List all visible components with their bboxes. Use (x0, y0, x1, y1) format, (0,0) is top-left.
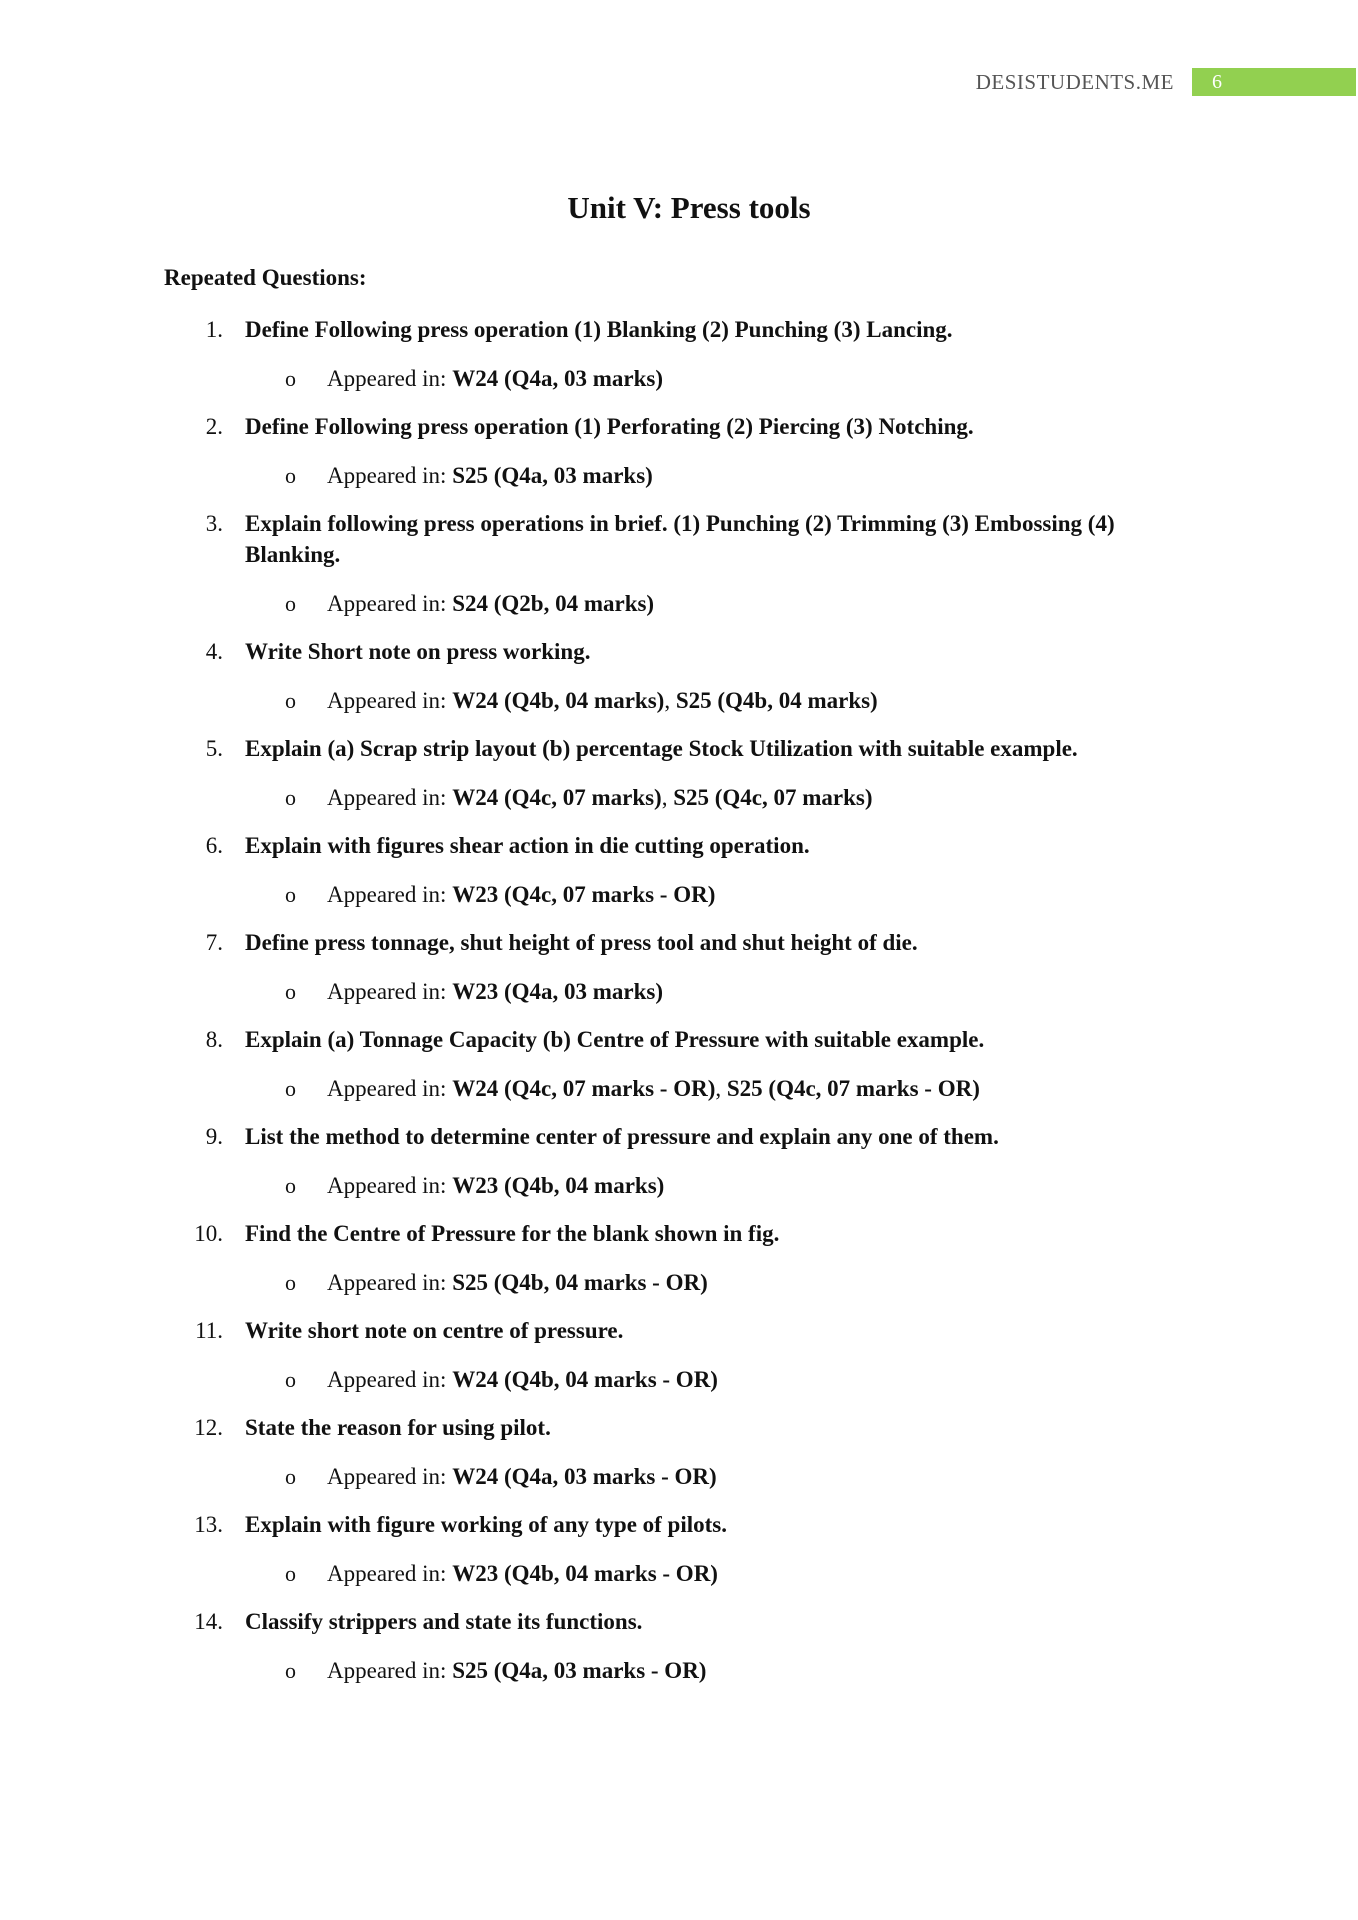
ref-separator: , (664, 688, 676, 713)
question-text: Explain (a) Scrap strip layout (b) percentage Stock Utilization with suitable example. (245, 736, 1078, 761)
question-item (164, 733, 1174, 813)
question-text: Define Following press operation (1) Perforating (2) Piercing (3) Notching. (245, 414, 974, 439)
appeared-in-line (164, 1073, 1174, 1104)
question-text: Classify strippers and state its functions. (245, 1609, 643, 1634)
question-item (164, 1412, 1174, 1492)
appeared-in-line (164, 782, 1174, 813)
appeared-in-label: Appeared in: (327, 366, 453, 391)
question-item (164, 411, 1174, 491)
appeared-in-line (164, 363, 1174, 394)
exam-reference: S25 (Q4c, 07 marks) (673, 785, 873, 810)
exam-reference: S25 (Q4b, 04 marks - OR) (452, 1270, 708, 1295)
question-line (164, 1121, 1174, 1152)
question-number: 6. (205, 833, 223, 858)
ref-separator: , (715, 1076, 727, 1101)
appeared-in-line (164, 1461, 1174, 1492)
question-item (164, 636, 1174, 716)
exam-reference: W24 (Q4a, 03 marks - OR) (452, 1464, 717, 1489)
bullet-icon: o (285, 1173, 296, 1198)
ref-separator: , (661, 785, 674, 810)
question-item (164, 1218, 1174, 1298)
exam-reference: S25 (Q4c, 07 marks - OR) (726, 1076, 980, 1101)
question-number: 12. (194, 1415, 223, 1440)
question-text: Explain following press operations in brief. (1) Punching (2) Trimming (3) Embossing (4) Blanking. (245, 511, 1115, 567)
question-line (164, 733, 1174, 764)
appeared-in-label: Appeared in: (327, 1464, 453, 1489)
bullet-icon: o (285, 463, 296, 488)
question-item (164, 927, 1174, 1007)
appeared-in-label: Appeared in: (327, 979, 453, 1004)
bullet-icon: o (285, 1561, 296, 1586)
bullet-icon: o (285, 1367, 296, 1392)
page-title: Unit V: Press tools (567, 190, 811, 225)
question-text: Define press tonnage, shut height of press tool and shut height of die. (245, 930, 918, 955)
appeared-in-label: Appeared in: (327, 1173, 453, 1198)
question-text: Define Following press operation (1) Blanking (2) Punching (3) Lancing. (245, 317, 953, 342)
appeared-in-line (164, 460, 1174, 491)
question-line (164, 1606, 1174, 1637)
bullet-icon: o (285, 1464, 296, 1489)
appeared-in-line (164, 1170, 1174, 1201)
question-item (164, 830, 1174, 910)
question-item (164, 1315, 1174, 1395)
site-name: DESISTUDENTS.ME (975, 70, 1174, 94)
appeared-in-label: Appeared in: (327, 785, 453, 810)
question-number: 4. (205, 639, 223, 664)
question-text: List the method to determine center of pressure and explain any one of them. (245, 1124, 999, 1149)
exam-reference: W24 (Q4c, 07 marks) (452, 785, 662, 810)
exam-reference: W24 (Q4a, 03 marks) (452, 366, 664, 391)
bullet-icon: o (285, 1658, 296, 1683)
page-number-badge: 6 (1192, 68, 1356, 96)
question-number: 3. (205, 511, 223, 536)
appeared-in-line (164, 1267, 1174, 1298)
appeared-in-line (164, 879, 1174, 910)
question-line (164, 1315, 1174, 1346)
bullet-icon: o (285, 1270, 296, 1295)
bullet-icon: o (285, 979, 296, 1004)
exam-reference: W24 (Q4b, 04 marks - OR) (452, 1367, 718, 1392)
exam-reference: W23 (Q4a, 03 marks) (452, 979, 664, 1004)
question-text: State the reason for using pilot. (245, 1415, 551, 1440)
question-text: Write Short note on press working. (245, 639, 591, 664)
question-line (164, 1509, 1174, 1540)
question-number: 1. (205, 317, 223, 342)
question-line (164, 314, 1174, 345)
question-item (164, 1024, 1174, 1104)
exam-reference: W24 (Q4c, 07 marks - OR) (452, 1076, 716, 1101)
question-line (164, 636, 1174, 667)
question-line (164, 1218, 1174, 1249)
question-number: 7. (205, 930, 223, 955)
exam-reference: S25 (Q4a, 03 marks) (452, 463, 653, 488)
question-line (164, 411, 1174, 442)
question-text: Explain with figures shear action in die cutting operation. (245, 833, 810, 858)
question-line (164, 508, 1174, 570)
appeared-in-line (164, 1655, 1174, 1686)
question-line (164, 1412, 1174, 1443)
exam-reference: W23 (Q4b, 04 marks - OR) (452, 1561, 718, 1586)
appeared-in-line (164, 1558, 1174, 1589)
appeared-in-label: Appeared in: (327, 1270, 453, 1295)
question-text: Explain with figure working of any type of pilots. (245, 1512, 727, 1537)
appeared-in-label: Appeared in: (327, 1561, 453, 1586)
question-item (164, 314, 1174, 394)
appeared-in-label: Appeared in: (327, 688, 453, 713)
exam-reference: S24 (Q2b, 04 marks) (452, 591, 655, 616)
question-list (164, 314, 1174, 1703)
question-line (164, 927, 1174, 958)
question-line (164, 830, 1174, 861)
question-number: 10. (194, 1221, 223, 1246)
question-number: 2. (205, 414, 223, 439)
appeared-in-label: Appeared in: (327, 463, 453, 488)
bullet-icon: o (285, 366, 296, 391)
question-item (164, 508, 1174, 619)
bullet-icon: o (285, 785, 296, 810)
appeared-in-line (164, 1364, 1174, 1395)
appeared-in-label: Appeared in: (327, 1367, 453, 1392)
question-item (164, 1509, 1174, 1589)
appeared-in-label: Appeared in: (327, 882, 453, 907)
appeared-in-label: Appeared in: (327, 1076, 453, 1101)
question-item (164, 1606, 1174, 1686)
question-number: 5. (205, 736, 223, 761)
exam-reference: S25 (Q4a, 03 marks - OR) (452, 1658, 707, 1683)
question-line (164, 1024, 1174, 1055)
bullet-icon: o (285, 688, 296, 713)
bullet-icon: o (285, 1076, 296, 1101)
question-number: 9. (205, 1124, 223, 1149)
exam-reference: S25 (Q4b, 04 marks) (675, 688, 878, 713)
appeared-in-line (164, 976, 1174, 1007)
appeared-in-line (164, 685, 1174, 716)
appeared-in-label: Appeared in: (327, 591, 453, 616)
question-number: 8. (205, 1027, 223, 1052)
exam-reference: W23 (Q4b, 04 marks) (452, 1173, 665, 1198)
exam-reference: W23 (Q4c, 07 marks - OR) (452, 882, 716, 907)
appeared-in-line (164, 588, 1174, 619)
question-number: 11. (195, 1318, 223, 1343)
bullet-icon: o (285, 591, 296, 616)
question-text: Find the Centre of Pressure for the blank shown in fig. (245, 1221, 780, 1246)
question-number: 13. (194, 1512, 223, 1537)
question-item (164, 1121, 1174, 1201)
exam-reference: W24 (Q4b, 04 marks) (452, 688, 665, 713)
question-text: Write short note on centre of pressure. (245, 1318, 624, 1343)
question-text: Explain (a) Tonnage Capacity (b) Centre of Pressure with suitable example. (245, 1027, 985, 1052)
question-number: 14. (194, 1609, 223, 1634)
section-heading: Repeated Questions: (164, 265, 367, 290)
page-header (0, 68, 1358, 98)
bullet-icon: o (285, 882, 296, 907)
appeared-in-label: Appeared in: (327, 1658, 453, 1683)
